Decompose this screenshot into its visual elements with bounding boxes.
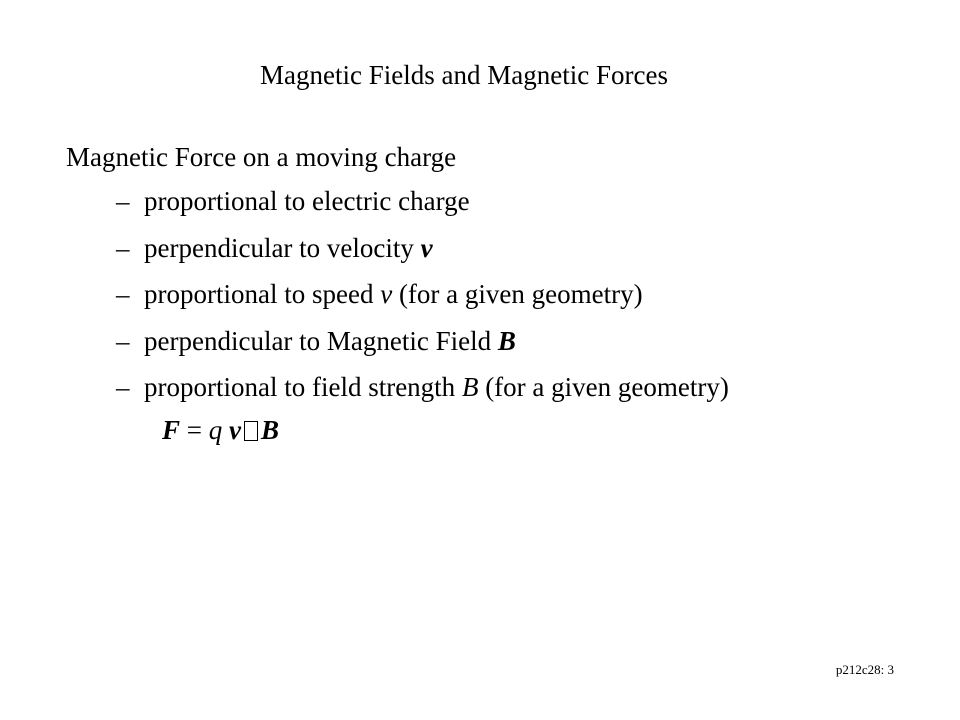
bullet-text: [144, 231, 433, 265]
field-strength-symbol: B: [461, 372, 479, 402]
slide-title: Magnetic Fields and Magnetic Forces: [260, 60, 668, 90]
field-symbol: B: [260, 415, 279, 445]
force-symbol: F: [162, 415, 181, 445]
bullet-text: [144, 370, 729, 404]
bullet-dash: –: [116, 325, 130, 356]
slide-heading: Magnetic Force on a moving charge: [66, 142, 457, 172]
bullet-text-main: proportional to electric charge: [144, 186, 470, 216]
velocity-symbol: v: [229, 415, 241, 445]
bullet-text-tail: (for a given geometry): [392, 279, 643, 309]
force-equation: [162, 413, 279, 447]
bullet-text: [144, 324, 516, 358]
bullet-dash: –: [116, 279, 130, 309]
equals-sign: =: [180, 415, 209, 445]
bullet-text-main: proportional to field strength: [144, 372, 462, 402]
bullet-text-main: proportional to speed: [144, 279, 381, 309]
bullet-text: [144, 277, 643, 311]
bullet-text: [144, 184, 470, 218]
velocity-vector-symbol: v: [420, 232, 433, 263]
speed-symbol: v: [380, 279, 393, 309]
bullet-dash: –: [116, 372, 130, 402]
cross-product-missing-glyph-icon: [244, 421, 258, 441]
field-vector-symbol: B: [497, 325, 516, 356]
bullet-text-tail: (for a given geometry): [478, 372, 729, 402]
bullet-dash: –: [116, 186, 130, 216]
slide-footer-page-label: p212c28: 3: [835, 662, 894, 677]
charge-symbol: q: [208, 415, 223, 445]
bullet-dash: –: [116, 232, 130, 263]
bullet-text-main: perpendicular to velocity: [144, 232, 421, 263]
bullet-text-main: perpendicular to Magnetic Field: [144, 325, 498, 356]
